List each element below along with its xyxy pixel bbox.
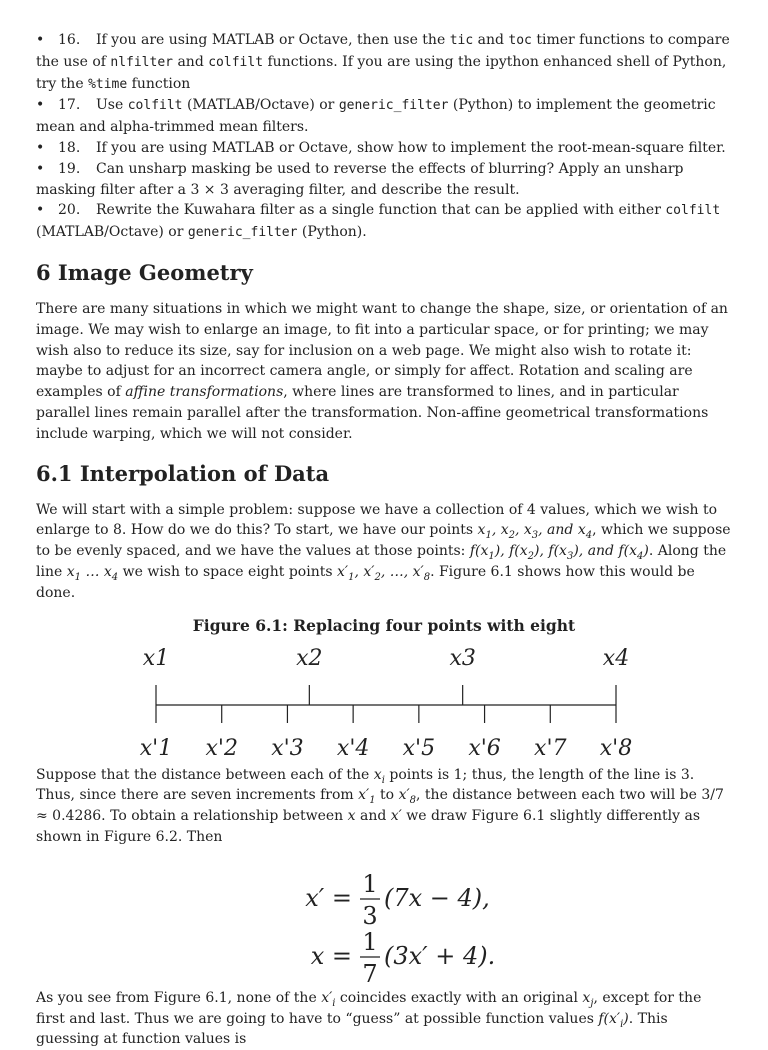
exercise-item — [36, 159, 732, 201]
math-x-prime: x′ — [390, 808, 402, 825]
top-point-label: x4 — [602, 645, 630, 671]
bullet: • — [36, 32, 45, 48]
math-xi-prime: $x'_i$ — [321, 989, 336, 1009]
paragraph-distance — [36, 765, 732, 848]
math-xj: $x_j$ — [582, 989, 594, 1009]
inline-code: toc — [508, 33, 532, 48]
text-run: As you see from Figure 6.1, none of the — [36, 989, 322, 1006]
text-run: We will start with a simple problem: suppose we have a collection of 4 values, which we wish to enlarge to 8. How do we do this? To start, we have our points — [36, 501, 718, 539]
eq1-rhs: (7x − 4), — [384, 883, 490, 912]
text-run: we wish to space eight points — [118, 563, 337, 580]
bottom-point-label: x'8 — [599, 735, 633, 761]
bullet: • — [36, 97, 45, 114]
text-run: (MATLAB/Octave) or — [182, 97, 339, 114]
math-eight-points: $x'_1$, $x'_2$, …, $x'_8$ — [337, 563, 431, 583]
math-x1-prime: $x'_1$ — [358, 787, 376, 807]
equation-block — [234, 860, 534, 984]
exercise-item — [36, 95, 732, 138]
bottom-point-label: x'1 — [139, 735, 173, 761]
text-run: to — [375, 787, 399, 804]
bottom-point-label: x'5 — [402, 735, 436, 761]
inline-code: colfilt — [665, 203, 721, 219]
text-run: points is 1; thus, the length of the line is 3. Thus, since there are seven increments from — [36, 766, 695, 804]
math-points: $x_1$, $x_2$, $x_3$, and $x_4$ — [477, 522, 593, 542]
exercise-list — [36, 30, 732, 244]
bottom-point-label: x'3 — [271, 735, 304, 761]
exercise-number: 17. — [58, 97, 81, 114]
eq2-rhs: (3x′ + 4). — [384, 941, 496, 970]
inline-code: colfilt — [208, 54, 264, 70]
math-function-values: $f(x_1)$, $f(x_2)$, $f(x_3)$, and $f(x_4)$ — [469, 543, 649, 562]
term-affine-transformations: affine transformations — [125, 384, 284, 401]
text-run: , which we suppose to be evenly spaced, and we have the values at those points: — [36, 522, 731, 560]
math-line-range: $x_1$ … $x_4$ — [66, 563, 119, 583]
text-run: If you are using MATLAB or Octave, show how to implement the root-mean-square filter. — [96, 139, 726, 156]
text-run: , where lines are transformed to lines, and in particular parallel lines remain parallel after the transformation. Non-affine geometrical transformations include warping, which we will not consider. — [36, 384, 709, 442]
text-run: and — [355, 808, 391, 825]
text-run: (Python). — [297, 224, 367, 241]
eq2-lhs: x = — [310, 941, 352, 970]
text-run: Can unsharp masking be used to reverse the effects of blurring? Apply an unsharp masking filter after a 3 × 3 averaging filter, and describe the result. — [36, 160, 684, 198]
eq1-denominator: 3 — [362, 901, 378, 930]
bottom-point-label: x'4 — [336, 735, 370, 761]
inline-code: generic_filter — [338, 98, 449, 114]
section-heading-image-geometry: 6 Image Geometry — [36, 259, 253, 285]
exercise-number: 19. — [58, 160, 81, 177]
text-run: Rewrite the Kuwahara filter as a single function that can be applied with either — [96, 202, 666, 219]
text-run: and — [473, 32, 509, 48]
figure-6-1-diagram — [36, 635, 732, 765]
top-point-label: x2 — [296, 645, 323, 671]
text-run: we draw Figure 6.1 slightly differently as shown in Figure 6.2. Then — [36, 808, 701, 845]
paragraph-image-geometry — [36, 299, 732, 445]
bottom-point-label: x'2 — [205, 735, 238, 761]
text-run: . This guessing at function values is — [36, 1010, 668, 1048]
inline-code: %time — [88, 76, 128, 92]
exercise-item — [36, 30, 732, 95]
eq1-lhs: x′ = — [305, 883, 352, 912]
text-run: (Python) to implement the geometric mean and alpha-trimmed mean filters. — [36, 97, 716, 136]
inline-code: tic — [449, 33, 474, 48]
inline-code: colfilt — [127, 98, 183, 114]
top-point-label: x1 — [142, 645, 170, 671]
math-x: x — [347, 808, 356, 825]
text-run: . Figure 6.1 shows how this would be done. — [36, 563, 695, 601]
text-run: timer functions to compare the use of — [36, 32, 730, 70]
paragraph-guess — [36, 988, 732, 1050]
text-run: (MATLAB/Octave) or — [36, 224, 188, 241]
text-run: function — [127, 75, 191, 92]
exercise-item — [36, 138, 732, 159]
inline-code: generic_filter — [187, 225, 298, 241]
bottom-point-label: x'7 — [534, 735, 567, 761]
text-run: Use — [96, 97, 128, 114]
figure-title: Figure 6.1: Replacing four points with eight — [192, 615, 576, 635]
text-run: coincides exactly with an original — [335, 989, 583, 1006]
bullet: • — [36, 202, 45, 219]
paragraph-interpolation-intro — [36, 500, 732, 604]
inline-code: nlfilter — [110, 54, 173, 70]
bottom-point-label: x'6 — [468, 735, 501, 761]
exercise-item — [36, 200, 732, 244]
text-run: functions. If you are using the ipython enhanced shell of Python, try the — [36, 53, 727, 92]
bullet: • — [36, 139, 45, 156]
bullet: • — [36, 160, 45, 177]
exercise-number: 16. — [58, 32, 81, 48]
text-run: If you are using MATLAB or Octave, then use the — [96, 32, 450, 48]
math-xi: $x_i$ — [373, 766, 385, 786]
section-heading-interpolation: 6.1 Interpolation of Data — [36, 460, 330, 486]
text-run: and — [173, 53, 209, 70]
text-run: . Along the line — [36, 543, 727, 580]
text-run: , except for the first and last. Thus we are going to have to “guess” at possible function values — [36, 989, 702, 1027]
math-x8-prime: $x'_8$ — [398, 787, 417, 807]
text-run: There are many situations in which we might want to change the shape, size, or orientation of an image. We may wish to enlarge an image, to fit into a particular space, or for printing; we may wish also to reduce its size, say for inclusion on a web page. We might also wish to rotate it: maybe to adjust for an incorrect camera angle, or simply for affect. Rotation and scaling are examples of — [36, 300, 728, 401]
eq2-denominator: 7 — [362, 959, 378, 984]
text-run: , the distance between each two will be 3/7 ≈ 0.4286. To obtain a relationship between — [36, 787, 724, 825]
text-run: Suppose that the distance between each of the — [36, 766, 374, 783]
top-point-label: x3 — [449, 645, 476, 671]
math-f-xi-prime: $f(x'_i)$ — [598, 1010, 629, 1030]
eq1-numerator: 1 — [362, 869, 378, 898]
exercise-number: 20. — [58, 202, 81, 219]
exercise-number: 18. — [58, 139, 81, 156]
eq2-numerator: 1 — [362, 927, 378, 956]
